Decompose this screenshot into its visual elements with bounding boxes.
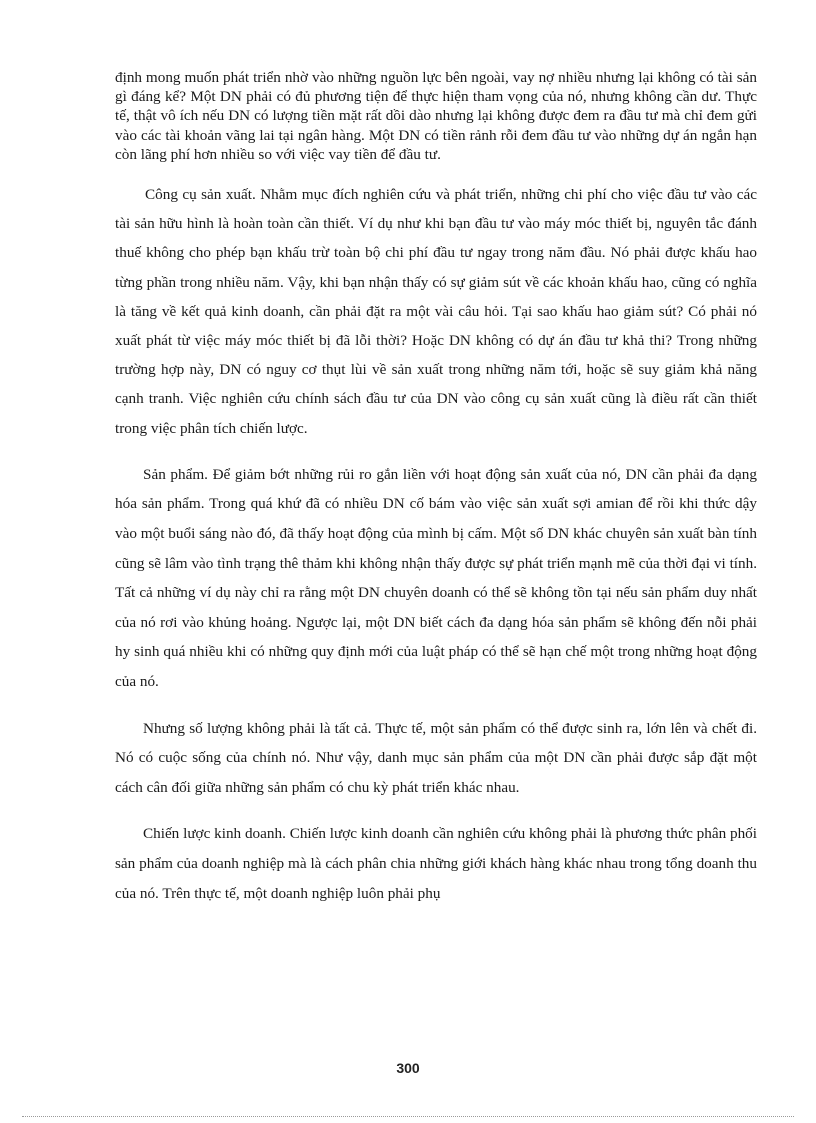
page-number: 300 <box>396 1060 420 1076</box>
paragraph-financing: định mong muốn phát triển nhờ vào những nguồn lực bên ngoài, vay nợ nhiều nhưng lại không có tài sản gì đáng kể? Một DN phải có đủ phương tiện để thực hiện tham vọng của nó, nhưng không cần dư. Thực tế, thật vô ích nếu DN có lượng tiền mặt rất dồi dào nhưng lại không được đem ra đầu tư mà chỉ đem gửi vào các tài khoản vãng lai tại ngân hàng. Một DN có tiền rảnh rỗi đem đầu tư vào những dự án ngắn hạn còn lãng phí hơn nhiều so với việc vay tiền để đầu tư. <box>115 69 757 163</box>
paragraph-products: Sản phẩm. Để giảm bớt những rủi ro gắn liền với hoạt động sản xuất của nó, DN cần phải đa dạng hóa sản phẩm. Trong quá khứ đã có nhiều DN cố bám vào việc sản xuất sợi amian để rồi khi thức dậy vào một buổi sáng nào đó, đã thấy hoạt động của mình bị cấm. Một số DN khác chuyên sản xuất bàn tính cũng sẽ lâm vào tình trạng thê thảm khi không nhận thấy được sự phát triển mạnh mẽ của thời đại vi tính. Tất cả những ví dụ này chỉ ra rằng một DN chuyên doanh có thể sẽ không tồn tại nếu sản phẩm duy nhất của nó rơi vào khủng hoảng. Ngược lại, một DN biết cách đa dạng hóa sản phẩm sẽ không đến nỗi phải hy sinh quá nhiều khi có những quy định mới của luật pháp có thể sẽ hạn chế một trong những hoạt động của nó. <box>115 465 757 690</box>
paragraph-business-strategy: Chiến lược kinh doanh. Chiến lược kinh doanh cần nghiên cứu không phải là phương thức phân phối sản phẩm của doanh nghiệp mà là cách phân chia những giới khách hàng khác nhau trong tổng doanh thu của nó. Trên thực tế, một doanh nghiệp luôn phải phụ <box>115 825 757 902</box>
paragraph-product-lifecycle: Nhưng số lượng không phải là tất cả. Thực tế, một sản phẩm có thể được sinh ra, lớn lên và chết đi. Nó có cuộc sống của chính nó. Như vậy, danh mục sản phẩm của một DN cần phải được sắp đặt một cách cân đối giữa những sản phẩm có chu kỳ phát triển khác nhau. <box>115 719 757 796</box>
footer-divider <box>22 1116 794 1117</box>
page-body <box>115 68 757 908</box>
paragraph-production-tools: Công cụ sản xuất. Nhằm mục đích nghiên cứu và phát triển, những chi phí cho việc đầu tư vào các tài sản hữu hình là hoàn toàn cần thiết. Ví dụ như khi bạn đầu tư vào máy móc thiết bị, nguyên tắc đánh thuế không cho phép bạn khấu trừ toàn bộ chi phí đầu tư ngay trong năm đầu. Nó phải được khấu hao từng phần trong nhiều năm. Vậy, khi bạn nhận thấy có sự giảm sút về các khoản khấu hao, cũng có nghĩa là tăng về kết quả kinh doanh, cần phải đặt ra một vài câu hỏi. Tại sao khấu hao giảm sút? Có phải nó xuất phát từ việc máy móc thiết bị đã lỗi thời? Hoặc DN không có dự án đầu tư khả thi? Trong những trường hợp này, DN có nguy cơ thụt lùi về sản xuất trong những năm tới, hoặc sẽ suy giảm khả năng cạnh tranh. Việc nghiên cứu chính sách đầu tư của DN vào công cụ sản xuất cũng là điều rất cần thiết trong việc phân tích chiến lược. <box>115 186 757 437</box>
